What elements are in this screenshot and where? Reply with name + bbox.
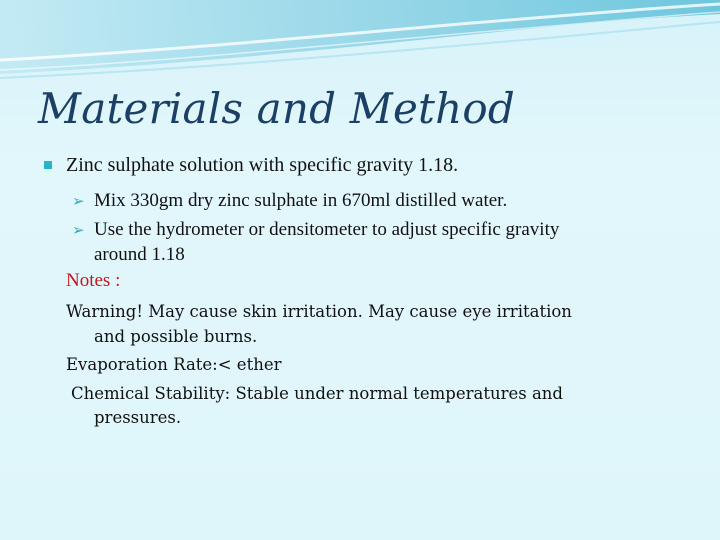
main-bullet-text: Zinc sulphate solution with specific gravity 1.18. [66, 154, 459, 176]
sub-bullet-text-continued: around 1.18 [94, 244, 185, 265]
slide-title: Materials and Method [38, 84, 515, 133]
sub-bullet-text: Mix 330gm dry zinc sulphate in 670ml distilled water. [94, 190, 508, 211]
square-bullet-icon [44, 161, 52, 169]
sub-bullet-text: Use the hydrometer or densitometer to adjust specific gravity [94, 219, 560, 240]
notes-label: Notes : [66, 270, 121, 291]
note-line: Chemical Stability: Stable under normal temperatures and [71, 384, 563, 403]
arrow-bullet-icon: ➢ [72, 192, 85, 210]
decorative-wave-banner [0, 0, 720, 90]
note-line-continued: and possible burns. [94, 327, 258, 346]
arrow-bullet-icon: ➢ [72, 221, 85, 239]
note-line: Warning! May cause skin irritation. May cause eye irritation [66, 302, 572, 321]
note-line-continued: pressures. [94, 408, 182, 427]
note-line: Evaporation Rate:< ether [66, 355, 282, 374]
